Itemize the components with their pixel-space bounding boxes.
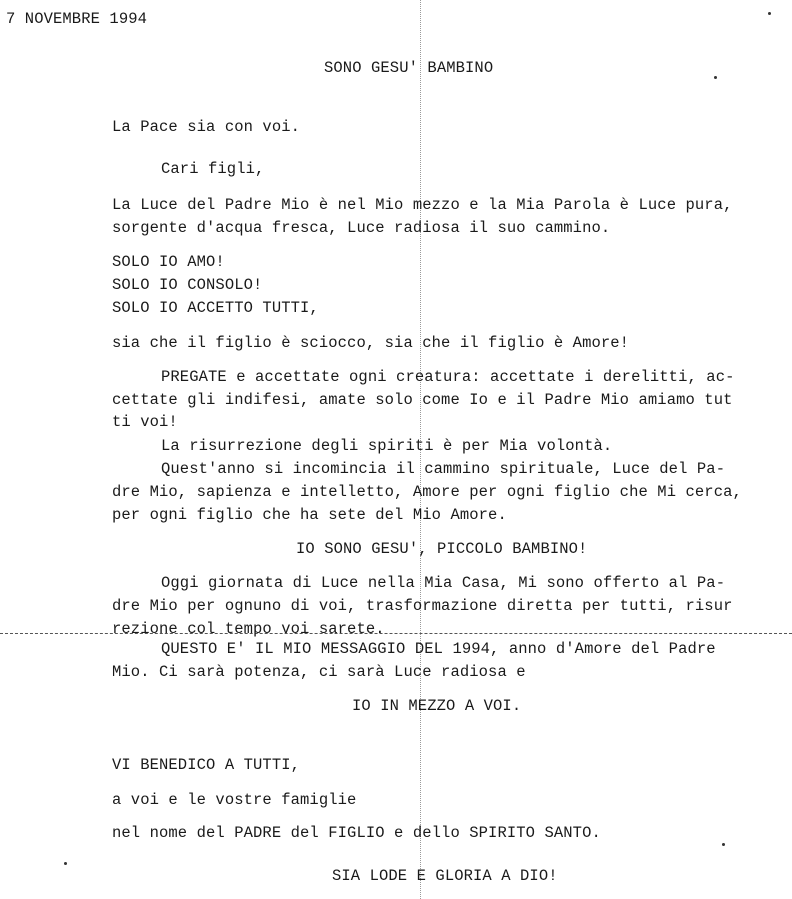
paragraph-line: Quest'anno si incomincia il cammino spirituale, Luce del Pa- [161, 460, 726, 478]
blessing-line: VI BENEDICO A TUTTI, [112, 756, 301, 774]
io-in-mezzo-line: IO IN MEZZO A VOI. [352, 697, 522, 715]
paragraph-line: cettate gli indifesi, amate solo come Io e il Padre Mio amiamo tut [112, 391, 733, 409]
scan-speck [64, 862, 67, 865]
solo-line: SOLO IO AMO! [112, 253, 225, 271]
greeting: La Pace sia con voi. [112, 118, 301, 136]
solo-line: SOLO IO CONSOLO! [112, 276, 263, 294]
paragraph-line: dre Mio per ognuno di voi, trasformazione diretta per tutti, risur [112, 597, 733, 615]
io-sono-line: IO SONO GESU', PICCOLO BAMBINO! [296, 540, 588, 558]
closing-line: SIA LODE E GLORIA A DIO! [332, 867, 558, 885]
paragraph-line: ti voi! [112, 413, 178, 431]
salutation: Cari figli, [161, 160, 265, 178]
scan-speck [722, 843, 725, 846]
paragraph-line: Mio. Ci sarà potenza, ci sarà Luce radiosa e [112, 663, 526, 681]
paragraph-line: dre Mio, sapienza e intelletto, Amore per ogni figlio che Mi cerca, [112, 483, 742, 501]
paragraph-line: PREGATE e accettate ogni creatura: accettate i derelitti, ac- [161, 368, 735, 386]
document-date: 7 NOVEMBRE 1994 [6, 10, 148, 28]
paragraph-line: sia che il figlio è sciocco, sia che il figlio è Amore! [112, 334, 630, 352]
paragraph-line: per ogni figlio che ha sete del Mio Amore. [112, 506, 507, 524]
paragraph-line: Oggi giornata di Luce nella Mia Casa, Mi sono offerto al Pa- [161, 574, 726, 592]
blessing-line: nel nome del PADRE del FIGLIO e dello SPIRITO SANTO. [112, 824, 601, 842]
paragraph-line: sorgente d'acqua fresca, Luce radiosa il suo cammino. [112, 219, 611, 237]
paragraph-line: La Luce del Padre Mio è nel Mio mezzo e la Mia Parola è Luce pura, [112, 196, 733, 214]
solo-line: SOLO IO ACCETTO TUTTI, [112, 299, 319, 317]
paragraph-line: QUESTO E' IL MIO MESSAGGIO DEL 1994, anno d'Amore del Padre [161, 640, 716, 658]
paragraph-line: La risurrezione degli spiriti è per Mia volontà. [161, 437, 613, 455]
document-title: SONO GESU' BAMBINO [324, 59, 494, 77]
scan-speck [768, 12, 771, 15]
blessing-line: a voi e le vostre famiglie [112, 791, 357, 809]
scan-speck [714, 76, 717, 79]
paragraph-line: rezione col tempo voi sarete. [112, 620, 385, 638]
